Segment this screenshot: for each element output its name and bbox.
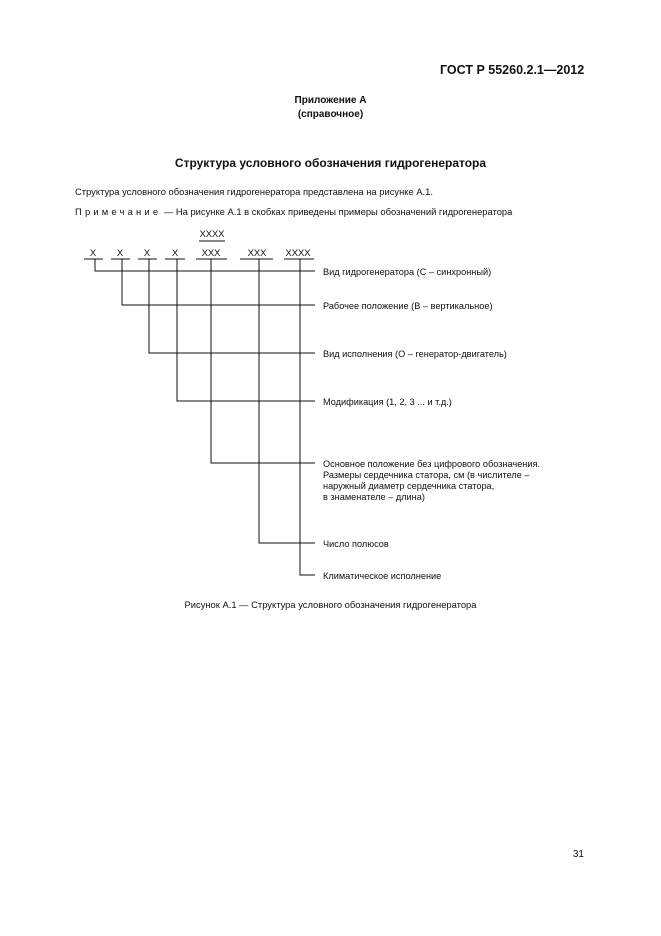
leader-line-1	[95, 259, 315, 271]
intro-paragraph: Структура условного обозначения гидрогенератора представлена на рисунке А.1.	[75, 186, 433, 197]
note-text: — На рисунке А.1 в скобках приведены примеры обозначений гидрогенератора	[161, 206, 513, 217]
appendix-title: Приложение А	[294, 95, 367, 106]
leader-line-7	[300, 259, 315, 575]
code-x4: Х	[171, 247, 179, 258]
description-stator-line-3: наружный диаметр сердечника статора,	[323, 481, 495, 491]
leader-line-2	[122, 259, 315, 305]
leader-line-3	[149, 259, 315, 353]
description-execution-type: Вид исполнения (О – генератор-двигатель)	[323, 349, 507, 359]
page-number: 31	[572, 849, 584, 860]
code-fraction-denominator: ХХХ	[201, 247, 221, 258]
code-climate: ХХХХ	[285, 247, 311, 258]
description-stator-line-2: Размеры сердечника статора, см (в числителе –	[323, 470, 530, 480]
description-pole-count: Число полюсов	[323, 539, 389, 549]
description-climate-version: Климатическое исполнение	[323, 571, 442, 581]
description-modification: Модификация (1, 2, 3 ... и т.д.)	[323, 397, 452, 407]
appendix-subtitle: (справочное)	[297, 109, 364, 120]
figure-caption: Рисунок А.1 — Структура условного обозначения гидрогенератора	[184, 599, 477, 610]
code-x3: Х	[143, 247, 151, 258]
description-stator-line-1: Основное положение без цифрового обозначения.	[323, 459, 541, 469]
description-stator-line-4: в знаменателе – длина)	[323, 492, 425, 502]
leader-line-4	[177, 259, 315, 401]
leader-line-5	[211, 259, 315, 463]
description-generator-type: Вид гидрогенератора (С – синхронный)	[323, 267, 492, 277]
document-code: ГОСТ Р 55260.2.1—2012	[440, 63, 585, 77]
code-x1: Х	[89, 247, 97, 258]
description-working-position: Рабочее положение (В – вертикальное)	[323, 301, 493, 311]
section-title: Структура условного обозначения гидрогенератора	[174, 156, 487, 170]
code-fraction-numerator: ХХХХ	[199, 228, 225, 239]
note-word: Примечание	[75, 206, 162, 217]
code-poles: ХХХ	[247, 247, 267, 258]
diagram-lines	[84, 241, 315, 575]
code-x2: Х	[116, 247, 124, 258]
